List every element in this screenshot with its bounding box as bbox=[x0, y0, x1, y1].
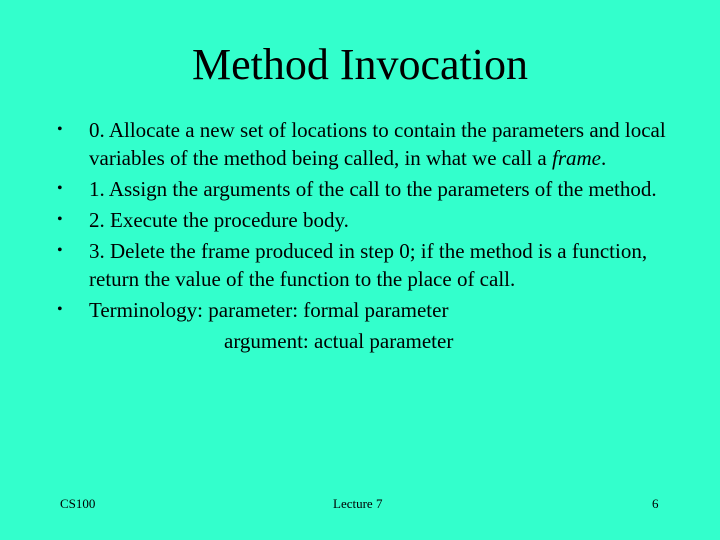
bullet-item bbox=[52, 116, 672, 172]
bullet-item bbox=[52, 175, 672, 203]
bullet-text: 1. Assign the arguments of the call to the parameters of the method. bbox=[89, 177, 657, 201]
footer-page-number: 6 bbox=[652, 496, 659, 511]
bullet-item bbox=[52, 237, 672, 293]
bullet-italic-term: frame bbox=[552, 146, 601, 170]
bullet-text: 0. Allocate a new set of locations to contain the parameters and local variables of the method being called, in what we call a bbox=[89, 118, 666, 170]
bullet-dot-icon: • bbox=[57, 301, 63, 318]
bullet-list bbox=[52, 116, 672, 358]
bullet-dot-icon: • bbox=[57, 211, 63, 228]
terminology-line-1: Terminology: parameter: formal parameter bbox=[89, 298, 449, 322]
bullet-text: 3. Delete the frame produced in step 0; if the method is a function, return the value of the function to the place of call. bbox=[89, 239, 648, 291]
footer-course: CS100 bbox=[60, 496, 96, 511]
terminology-line-2: argument: actual parameter bbox=[224, 329, 454, 353]
bullet-text: 2. Execute the procedure body. bbox=[89, 208, 349, 232]
terminology-item bbox=[52, 296, 672, 355]
bullet-dot-icon: • bbox=[57, 242, 63, 259]
footer-lecture: Lecture 7 bbox=[333, 496, 383, 511]
bullet-dot-icon: • bbox=[57, 121, 63, 138]
bullet-item bbox=[52, 206, 672, 234]
slide-title: Method Invocation bbox=[191, 40, 529, 89]
bullet-dot-icon: • bbox=[57, 180, 63, 197]
bullet-tail: . bbox=[601, 146, 607, 170]
